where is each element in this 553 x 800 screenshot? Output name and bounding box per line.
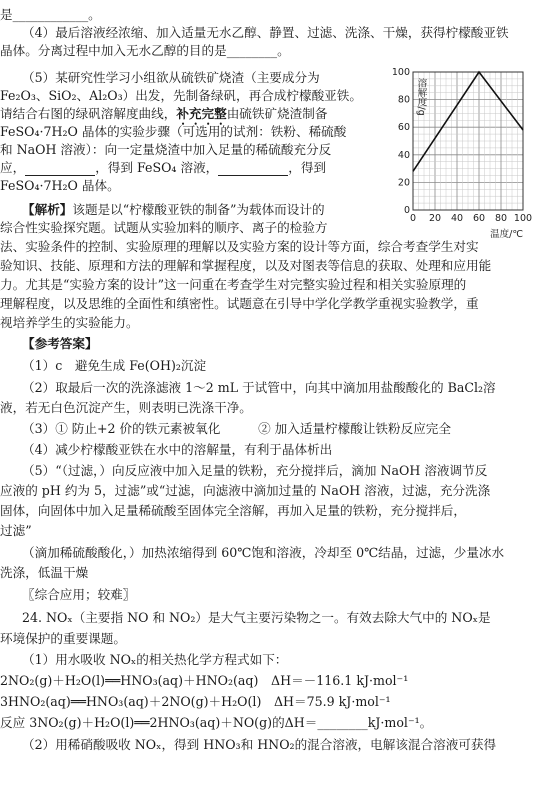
analysis-line-2: 综合性实验探究题。试题从实验加料的顺序、离子的检验方 xyxy=(0,220,328,235)
q24-line-4: （2）用稀硝酸吸收 NOₓ，得到 HNO₃和 HNO₂的混合溶液，电解该混合溶液可获得 xyxy=(22,737,497,752)
analysis-line-4: 验知识、技能、原理和方法的理解和掌握程度，以及对图表等信息的获取、处理和应用能 xyxy=(0,258,492,273)
answer-3: （3）① 防止+2 价的铁元素被氧化 ② 加入适量柠檬酸让铁粉反应完全 xyxy=(22,421,451,436)
q4-line-2: 晶体。分离过程中加入无水乙醇的目的是________。 xyxy=(0,43,290,58)
answer-5-line-1: （5）“（过滤，）向反应液中加入足量的铁粉，充分搅拌后，滴加 NaOH 溶液调节反 xyxy=(22,463,488,478)
solubility-chart xyxy=(385,58,533,243)
q4-tail: 是____________。 xyxy=(0,7,101,22)
answer-header: 【参考答案】 xyxy=(22,336,98,351)
answer-2-line-2: 液，若无白色沉淀产生，则表明已洗涤干净。 xyxy=(0,400,252,415)
q5-line-3c: 由硫铁矿烧渣制备 xyxy=(226,106,328,121)
answer-2-line-1: （2）取最后一次的洗涤滤液 1～2 mL 于试管中，向其中滴加用盐酸酸化的 BaCl₂溶 xyxy=(22,380,496,395)
y-axis-label: 溶解度/g xyxy=(415,78,427,116)
y-tick-label: 40 xyxy=(397,149,410,161)
chart-grid xyxy=(413,72,523,210)
x-tick-label: 60 xyxy=(472,213,486,224)
answer-5-line-4: 过滤” xyxy=(0,523,32,538)
analysis-text: 该题是以“柠檬酸亚铁的制备”为载体而设计的 xyxy=(72,202,325,217)
equation-1: 2NO₂(g)＋H₂O(l)══HNO₃(aq)＋HNO₂(aq) ΔH＝－116.1 kJ·mol⁻¹ xyxy=(0,673,409,688)
answer-4: （4）减少柠檬酸亚铁在水中的溶解量，有利于晶体析出 xyxy=(22,442,333,457)
q24-line-1: 24. NOₓ（主要指 NO 和 NO₂）是大气主要污染物之一。有效去除大气中的 NOₓ是 xyxy=(22,610,491,625)
q5-line-3a: 请结合右图的绿矾溶解度曲线， xyxy=(0,106,177,121)
y-tick-label: 0 xyxy=(403,205,410,216)
y-tick-label: 80 xyxy=(397,94,410,106)
q5-line-6 xyxy=(0,159,326,176)
answer-blank[interactable] xyxy=(25,163,95,176)
analysis-label: 【解析】 xyxy=(22,202,73,217)
difficulty-tag: 〖综合应用；较难〗 xyxy=(22,587,136,602)
y-tick-label: 20 xyxy=(397,177,410,189)
answer-5-line-5: （滴加稀硫酸酸化，）加热浓缩得到 60℃饱和溶液，冷却至 0℃结晶，过滤，少量冰水 xyxy=(22,545,505,560)
y-tick-label: 60 xyxy=(397,122,410,134)
q4-line-1: （4）最后溶液经浓缩、加入适量无水乙醇、静置、过滤、洗涤、干燥，获得柠檬酸亚铁 xyxy=(22,25,509,40)
analysis-line-5: 力。尤其是“实验方案的设计”这一问重在考查学生对完整实验过程和相关实验原理的 xyxy=(0,277,467,292)
answer-1: （1）c 避免生成 Fe(OH)₂沉淀 xyxy=(22,358,207,373)
q5-line-6a: 应， xyxy=(0,160,26,175)
answer-5-line-3: 固体，向固体中加入足量稀硫酸至固体完全溶解，再加入足量的铁粉，充分搅拌后， xyxy=(0,503,466,518)
q5-line-4: FeSO₄·7H₂O 晶体的实验步骤（可选用的试剂：铁粉、稀硫酸 xyxy=(0,124,347,139)
equation-2: 3HNO₂(aq)══HNO₃(aq)＋2NO(g)＋H₂O(l) ΔH＝75.9 kJ·mol⁻¹ xyxy=(0,694,391,709)
answer-5-line-6: 洗涤，低温干燥 xyxy=(0,565,89,580)
q5-line-1: （5）某研究性学习小组欲从硫铁矿烧渣（主要成分为 xyxy=(22,70,320,85)
q24-line-2: 环境保护的重要课题。 xyxy=(0,631,126,646)
x-tick-label: 0 xyxy=(409,213,417,224)
x-tick-label: 20 xyxy=(428,213,442,224)
q5-line-6b: ，得到 FeSO₄ 溶液， xyxy=(95,160,219,175)
q5-line-2: Fe₂O₃、SiO₂、Al₂O₃）出发，先制备绿矾，再合成柠檬酸亚铁。 xyxy=(0,88,362,103)
analysis-line-3: 法、实验条件的控制、实验原理的理解以及实验方案的设计等方面，综合考查学生对实 xyxy=(0,239,479,254)
y-tick-label: 100 xyxy=(391,67,410,78)
x-tick-label: 80 xyxy=(494,213,508,224)
answer-5-line-2: 应液的 pH 约为 5，过滤”或“过滤，向滤液中滴加过量的 NaOH 溶液，过滤，充分洗涤 xyxy=(0,483,491,498)
emphasis-supplement: 补充完整 xyxy=(176,106,227,121)
q5-line-6c: ，得到 xyxy=(288,160,327,175)
x-axis-label: 温度/℃ xyxy=(490,229,523,240)
equation-3: 反应 3NO₂(g)＋H₂O(l)══2HNO₃(aq)＋NO(g)的ΔH＝________kJ·mol⁻¹。 xyxy=(0,715,433,730)
analysis-line-6: 理解程度，以及思维的全面性和缜密性。试题意在引导中学化学教学重视实验教学，重 xyxy=(0,296,479,311)
x-tick-label: 40 xyxy=(450,213,464,224)
analysis-line-1 xyxy=(22,201,325,218)
x-tick-label: 100 xyxy=(513,213,533,224)
analysis-line-7: 视培养学生的实验能力。 xyxy=(0,315,139,330)
q5-line-5: 和 NaOH 溶液）：向一定量烧渣中加入足量的稀硫酸充分反 xyxy=(0,142,332,157)
q5-line-7: FeSO₄·7H₂O 晶体。 xyxy=(0,178,120,193)
q24-line-3: （1）用水吸收 NOₓ的相关热化学方程式如下： xyxy=(22,652,288,667)
answer-blank[interactable] xyxy=(218,163,288,176)
